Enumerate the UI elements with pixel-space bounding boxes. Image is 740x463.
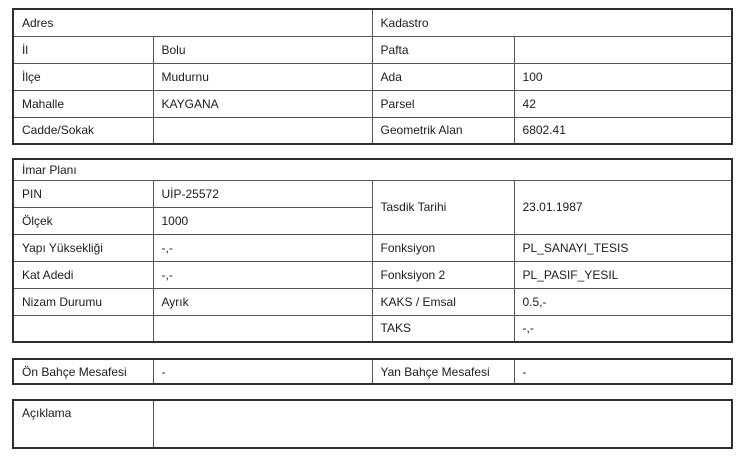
- empty-label-cell: [13, 315, 153, 342]
- bahce-mesafesi-table: [12, 358, 733, 385]
- on-bahce-label: Ön Bahçe Mesafesi: [13, 359, 153, 384]
- aciklama-label: Açıklama: [13, 400, 153, 448]
- table-row: [13, 261, 732, 288]
- kat-adedi-value: -,-: [153, 261, 372, 288]
- adres-kadastro-table: [12, 8, 733, 145]
- geometrik-alan-value: 6802.41: [514, 117, 732, 144]
- olcek-value: 1000: [153, 207, 372, 234]
- pin-label: PIN: [13, 180, 153, 207]
- taks-label: TAKS: [372, 315, 514, 342]
- fonksiyon2-label: Fonksiyon 2: [372, 261, 514, 288]
- mahalle-value: KAYGANA: [153, 90, 372, 117]
- ada-label: Ada: [372, 63, 514, 90]
- parsel-label: Parsel: [372, 90, 514, 117]
- il-label: İl: [13, 36, 153, 63]
- tasdik-tarihi-value: 23.01.1987: [514, 180, 732, 234]
- pin-value: UİP-25572: [153, 180, 372, 207]
- table-row: [13, 234, 732, 261]
- pafta-value: [514, 36, 732, 63]
- yapi-yuksekligi-value: -,-: [153, 234, 372, 261]
- fonksiyon-value: PL_SANAYI_TESIS: [514, 234, 732, 261]
- yan-bahce-value: -: [514, 359, 732, 384]
- yapi-yuksekligi-label: Yapı Yüksekliği: [13, 234, 153, 261]
- ilce-value: Mudurnu: [153, 63, 372, 90]
- table-row: [13, 90, 732, 117]
- imar-plani-table: [12, 158, 733, 343]
- cadde-sokak-label: Cadde/Sokak: [13, 117, 153, 144]
- table-row: [13, 117, 732, 144]
- kadastro-section-header: Kadastro: [372, 9, 732, 36]
- adres-section-header: Adres: [13, 9, 372, 36]
- kat-adedi-label: Kat Adedi: [13, 261, 153, 288]
- empty-value-cell: [153, 315, 372, 342]
- table-row: [13, 63, 732, 90]
- nizam-durumu-value: Ayrık: [153, 288, 372, 315]
- table-row: [13, 180, 732, 207]
- nizam-durumu-label: Nizam Durumu: [13, 288, 153, 315]
- pafta-label: Pafta: [372, 36, 514, 63]
- cadde-sokak-value: [153, 117, 372, 144]
- kaks-emsal-value: 0.5,-: [514, 288, 732, 315]
- parsel-value: 42: [514, 90, 732, 117]
- table-row: [13, 315, 732, 342]
- kaks-emsal-label: KAKS / Emsal: [372, 288, 514, 315]
- table-row: [13, 288, 732, 315]
- fonksiyon-label: Fonksiyon: [372, 234, 514, 261]
- tasdik-tarihi-label: Tasdik Tarihi: [372, 180, 514, 234]
- imar-plani-section-header: İmar Planı: [13, 159, 732, 180]
- geometrik-alan-label: Geometrik Alan: [372, 117, 514, 144]
- ada-value: 100: [514, 63, 732, 90]
- il-value: Bolu: [153, 36, 372, 63]
- ilce-label: İlçe: [13, 63, 153, 90]
- table-row: [13, 359, 732, 384]
- yan-bahce-label: Yan Bahçe Mesafesi: [372, 359, 514, 384]
- aciklama-value: [153, 400, 732, 448]
- table-row: [13, 400, 732, 448]
- fonksiyon2-value: PL_PASIF_YESIL: [514, 261, 732, 288]
- aciklama-table: [12, 399, 733, 449]
- mahalle-label: Mahalle: [13, 90, 153, 117]
- on-bahce-value: -: [153, 359, 372, 384]
- table-row: [13, 36, 732, 63]
- taks-value: -,-: [514, 315, 732, 342]
- olcek-label: Ölçek: [13, 207, 153, 234]
